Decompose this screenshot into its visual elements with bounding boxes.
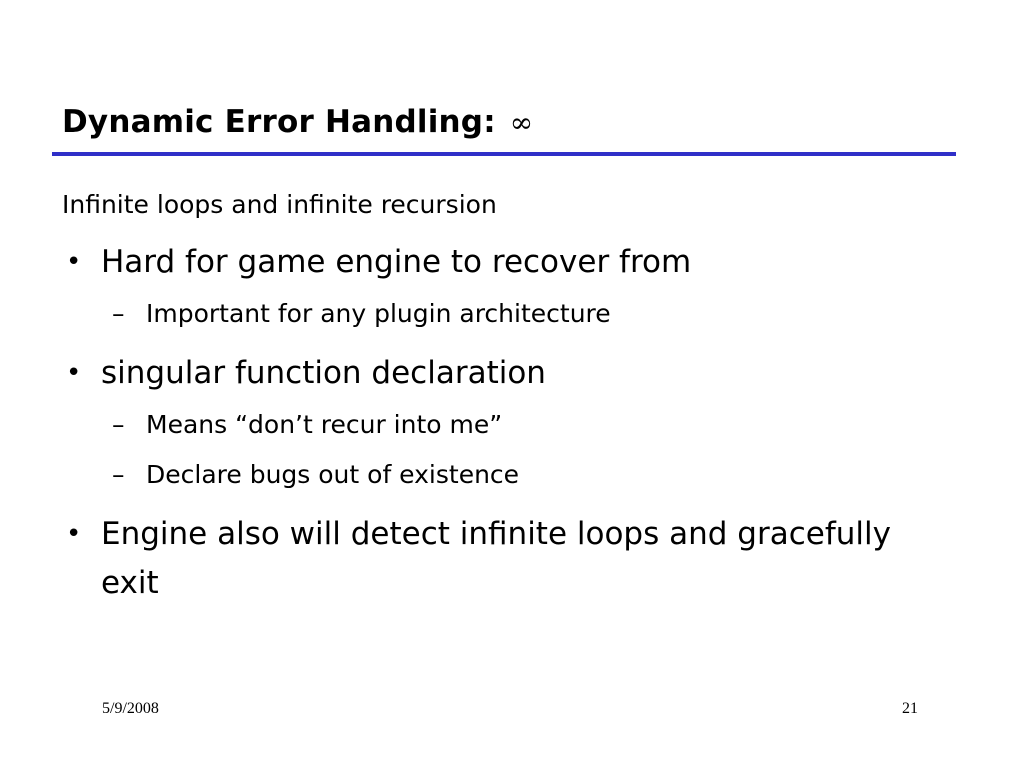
bullet-text: Engine also will detect infinite loops and gracefully exit <box>101 516 891 601</box>
sub-bullet-item <box>62 295 942 333</box>
bullet-text: Hard for game engine to recover from <box>101 244 692 280</box>
bullet-list <box>62 238 942 608</box>
bullet-item-2 <box>62 349 942 398</box>
sub-bullet-text: Declare bugs out of existence <box>146 460 520 489</box>
bullet-text: singular function declaration <box>101 355 546 391</box>
bullet-item-1 <box>62 238 942 287</box>
slide-title <box>62 104 533 140</box>
sub-bullet-item <box>62 406 942 444</box>
sub-bullet-text: Means “don’t recur into me” <box>146 410 503 439</box>
dash-icon: – <box>112 410 125 439</box>
sub-bullet-item <box>62 456 942 494</box>
footer-date: 5/9/2008 <box>102 700 159 717</box>
intro-text: Infinite loops and infinite recursion <box>62 190 497 219</box>
bullet-item-3 <box>62 510 942 608</box>
infinity-icon: ∞ <box>509 106 534 139</box>
dash-icon: – <box>112 460 125 489</box>
bullet-icon: • <box>66 519 82 549</box>
title-divider <box>52 152 956 156</box>
page-number: 21 <box>902 700 918 717</box>
slide-title-text: Dynamic Error Handling: <box>62 104 496 140</box>
bullet-icon: • <box>66 358 82 388</box>
bullet-icon: • <box>66 247 82 277</box>
dash-icon: – <box>112 299 125 328</box>
sub-bullet-text: Important for any plugin architecture <box>146 299 611 328</box>
